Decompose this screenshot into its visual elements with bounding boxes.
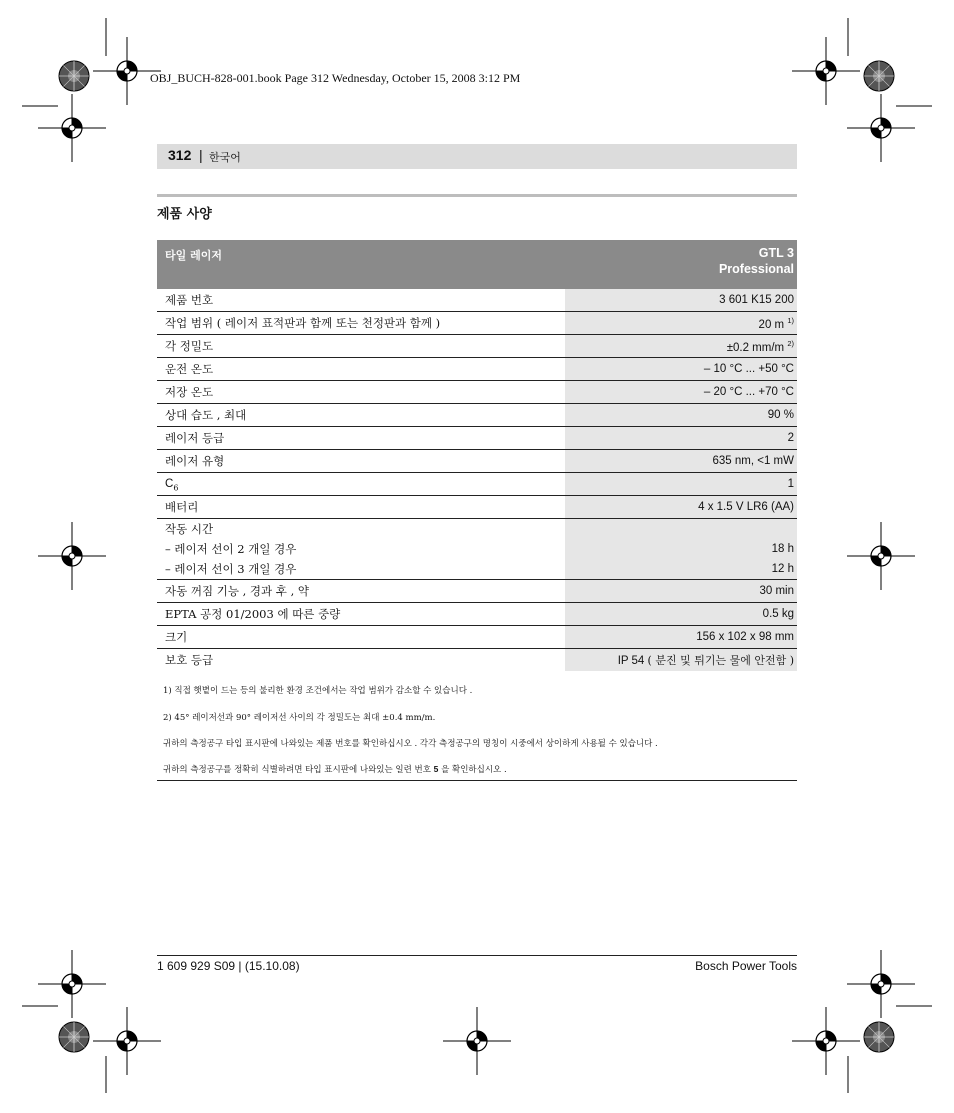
table-row bbox=[157, 496, 797, 519]
crosshair-mark bbox=[847, 94, 915, 162]
model-line2: Professional bbox=[718, 262, 794, 276]
spec-table-header bbox=[157, 240, 797, 289]
note-product-number: 귀하의 측정공구 타입 표시판에 나와있는 제품 번호를 확인하십시오 . 각각 측정공구의 명칭이 시중에서 상이하게 사용될 수 있습니다 . bbox=[163, 739, 658, 749]
row-label bbox=[157, 519, 565, 580]
label-subscript: 6 bbox=[173, 483, 179, 493]
section-divider bbox=[157, 194, 797, 197]
footer-doc-number: 1 609 929 S09 | (15.10.08) bbox=[157, 959, 300, 973]
row-label: 레이저 등급 bbox=[157, 427, 565, 450]
content-bottom-rule bbox=[157, 780, 797, 781]
row-value: 3 601 K15 200 bbox=[565, 289, 797, 312]
row-value bbox=[565, 649, 797, 672]
table-row bbox=[157, 473, 797, 496]
table-row bbox=[157, 603, 797, 626]
header-separator: | bbox=[199, 147, 203, 163]
table-row bbox=[157, 649, 797, 672]
model-heading bbox=[565, 240, 797, 289]
crosshair-mark bbox=[443, 1007, 511, 1075]
footnote-ref: 2) bbox=[787, 338, 794, 348]
row-value: 1 bbox=[565, 473, 797, 496]
row-value: 90 % bbox=[565, 404, 797, 427]
table-row bbox=[157, 450, 797, 473]
row-value: – 10 °C ... +50 °C bbox=[565, 358, 797, 381]
row-label bbox=[157, 473, 565, 496]
note-bold-number: 5 bbox=[433, 764, 439, 774]
label-sub1: – 레이저 선이 2 개일 경우 bbox=[165, 542, 297, 556]
footnote-1: 1) 직접 햇볕이 드는 등의 불리한 환경 조건에서는 작업 범위가 감소할 수 있습니다 . bbox=[163, 686, 473, 696]
row-label: EPTA 공정 01/2003 에 따른 중량 bbox=[157, 603, 565, 626]
row-value bbox=[565, 335, 797, 358]
row-value: 2 bbox=[565, 427, 797, 450]
table-row bbox=[157, 335, 797, 358]
row-label: 자동 꺼짐 기능 , 경과 후 , 약 bbox=[157, 580, 565, 603]
starburst-mark bbox=[864, 61, 894, 91]
starburst-mark bbox=[59, 1022, 89, 1052]
print-info: OBJ_BUCH-828-001.book Page 312 Wednesday, October 15, 2008 3:12 PM bbox=[150, 71, 521, 85]
row-value bbox=[565, 312, 797, 335]
model-name: GTL 3 bbox=[758, 246, 794, 260]
row-value bbox=[565, 519, 797, 580]
crosshair-mark bbox=[792, 37, 860, 105]
value-text: ±0.2 mm/m bbox=[726, 341, 785, 354]
page-number: 312 bbox=[168, 147, 192, 163]
row-label: 운전 온도 bbox=[157, 358, 565, 381]
table-row bbox=[157, 427, 797, 450]
crosshair-mark bbox=[847, 950, 915, 1018]
label-text: C bbox=[165, 477, 174, 490]
row-value: – 20 °C ... +70 °C bbox=[565, 381, 797, 404]
row-label: 각 정밀도 bbox=[157, 335, 565, 358]
table-row bbox=[157, 358, 797, 381]
table-row bbox=[157, 289, 797, 312]
value-sub2: 12 h bbox=[771, 563, 794, 575]
note-text-b: 을 확인하십시오 . bbox=[438, 765, 507, 775]
row-label: 크기 bbox=[157, 626, 565, 649]
label-main: 작동 시간 bbox=[165, 522, 214, 536]
crosshair-mark bbox=[93, 1007, 161, 1075]
table-row bbox=[157, 381, 797, 404]
label-sub2: – 레이저 선이 3 개일 경우 bbox=[165, 562, 297, 576]
value-text: IP 54 bbox=[617, 655, 645, 667]
value-sub1: 18 h bbox=[771, 543, 794, 555]
table-row bbox=[157, 519, 797, 580]
page-header-bar bbox=[157, 144, 797, 169]
crosshair-mark bbox=[38, 950, 106, 1018]
spec-table bbox=[157, 240, 797, 671]
row-value: 0.5 kg bbox=[565, 603, 797, 626]
row-label: 제품 번호 bbox=[157, 289, 565, 312]
crosshair-mark bbox=[847, 522, 915, 590]
row-label: 저장 온도 bbox=[157, 381, 565, 404]
value-blank bbox=[565, 519, 794, 539]
value-note: ( 분진 및 튀기는 물에 안전함 ) bbox=[647, 654, 794, 667]
footer-rule bbox=[157, 955, 797, 956]
row-label: 배터리 bbox=[157, 496, 565, 519]
crosshair-mark bbox=[792, 1007, 860, 1075]
row-label: 상대 습도 , 최대 bbox=[157, 404, 565, 427]
footnote-ref: 1) bbox=[787, 315, 794, 325]
starburst-mark bbox=[864, 1022, 894, 1052]
starburst-mark bbox=[59, 61, 89, 91]
row-value: 30 min bbox=[565, 580, 797, 603]
table-row bbox=[157, 580, 797, 603]
section-title: 제품 사양 bbox=[157, 207, 212, 222]
footer-brand: Bosch Power Tools bbox=[695, 959, 797, 973]
language-label: 한국어 bbox=[209, 151, 241, 164]
footnote-2: 2) 45° 레이저선과 90° 레이저선 사이의 각 정밀도는 최대 ±0.4 mm/m. bbox=[163, 713, 436, 723]
row-label: 레이저 유형 bbox=[157, 450, 565, 473]
note-text-a: 귀하의 측정공구를 정확히 식별하려면 타입 표시판에 나와있는 일련 번호 bbox=[163, 765, 434, 775]
row-value: 635 nm, <1 mW bbox=[565, 450, 797, 473]
row-value: 156 x 102 x 98 mm bbox=[565, 626, 797, 649]
row-value: 4 x 1.5 V LR6 (AA) bbox=[565, 496, 797, 519]
product-type-heading: 타일 레이저 bbox=[157, 240, 565, 289]
table-row bbox=[157, 626, 797, 649]
table-row bbox=[157, 312, 797, 335]
crosshair-mark bbox=[38, 522, 106, 590]
crosshair-mark bbox=[38, 94, 106, 162]
table-row bbox=[157, 404, 797, 427]
row-label: 작업 범위 ( 레이저 표적판과 함께 또는 천정판과 함께 ) bbox=[157, 312, 565, 335]
note-serial-number bbox=[163, 763, 507, 775]
row-label: 보호 등급 bbox=[165, 653, 214, 667]
value-text: 20 m bbox=[758, 318, 785, 331]
